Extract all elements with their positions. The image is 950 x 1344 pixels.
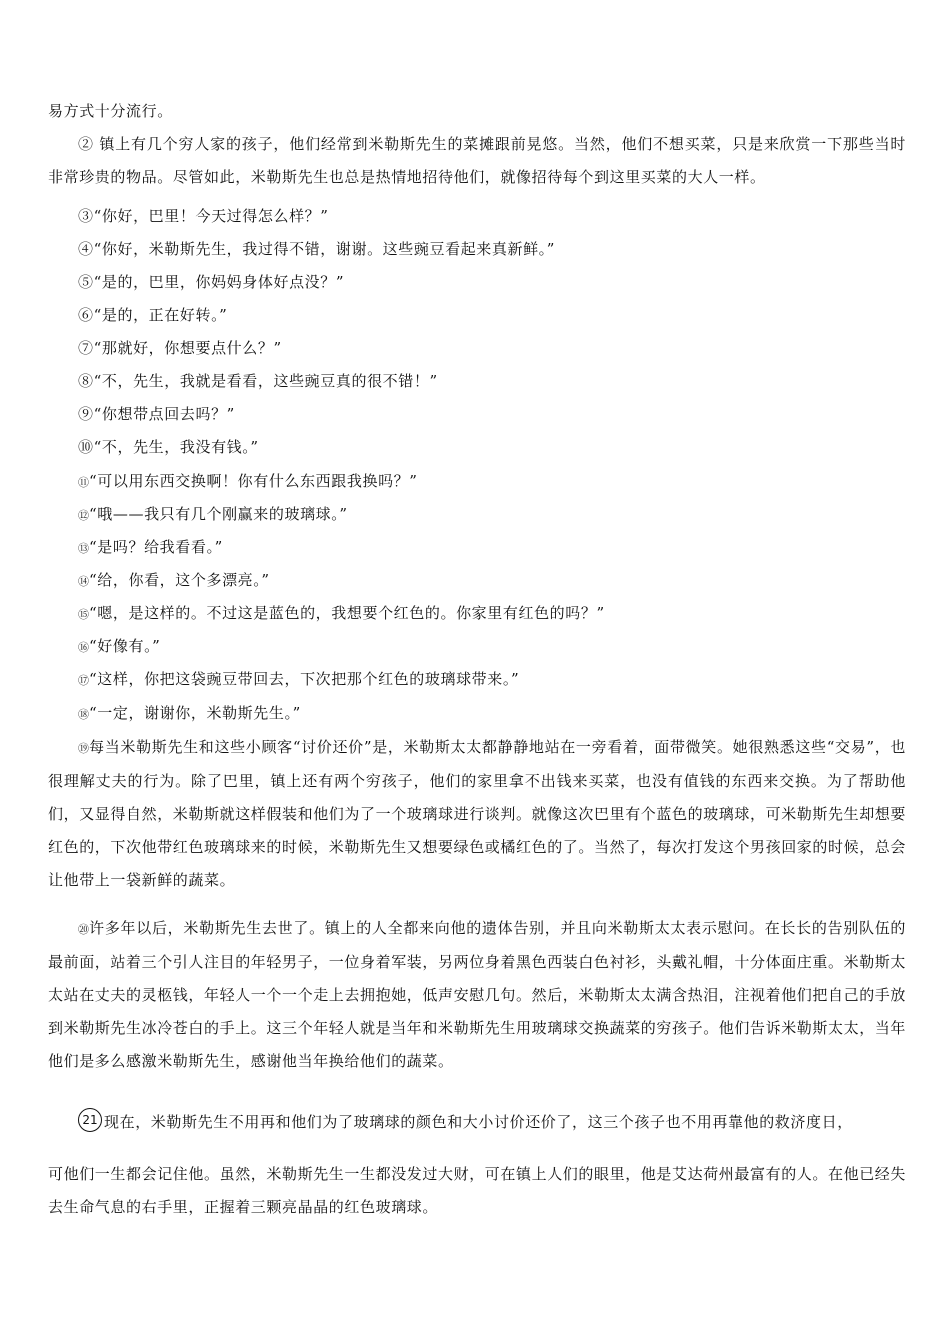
paragraph-19-number: ⑲	[78, 742, 90, 755]
dialogue-10	[78, 431, 259, 464]
dialogue-3	[78, 200, 329, 233]
dialogue-5-text: ⑤“是的，巴里，你妈妈身体好点没？”	[78, 273, 345, 291]
paragraph-20-text: 许多年以后，米勒斯先生去世了。镇上的人全都来向他的遗体告别，并且向米勒斯太太表示慰问。在长长的告别队伍的最前面，站着三个引人注目的年轻男子，一位身着军装，另两位身着黑色西装白色衬衫，头戴礼帽，十分体面庄重。米勒斯太太站在丈夫的灵柩钱，年轻人一个一个走上去拥抱她，低声安慰几句。然后，米勒斯太太满含热泪，注视着他们把自己的手放到米勒斯先生冰冷苍白的手上。这三个年轻人就是当年和米勒斯先生用玻璃球交换蔬菜的穷孩子。他们告诉米勒斯太太，当年他们是多么感激米勒斯先生，感谢他当年换给他们的蔬菜。	[48, 919, 907, 1070]
dialogue-13	[78, 531, 223, 565]
dialogue-15	[78, 597, 605, 631]
dialogue-7	[78, 332, 282, 365]
dialogue-14-text: “给，你看，这个多漂亮。”	[89, 571, 270, 589]
dialogue-12-text: “哦——我只有几个刚赢来的玻璃球。”	[89, 505, 348, 523]
paragraph-21-line1-text: 现在，米勒斯先生不用再和他们为了玻璃球的颜色和大小讨价还价了，这三个孩子也不用再靠他的救济度日，	[104, 1113, 853, 1131]
dialogue-10-text: ⑩“不，先生，我没有钱。”	[78, 438, 259, 456]
dialogue-12	[78, 498, 348, 532]
dialogue-11	[78, 465, 418, 499]
paragraph-20-number: ⑳	[78, 923, 90, 936]
paragraph-21-number-badge: 21	[78, 1108, 102, 1132]
paragraph-1-text: 易方式十分流行。	[48, 102, 173, 120]
dialogue-12-number: ⑫	[78, 509, 89, 522]
dialogue-17	[78, 663, 519, 697]
dialogue-11-text: “可以用东西交换啊！你有什么东西跟我换吗？”	[89, 472, 418, 490]
dialogue-16	[78, 630, 160, 664]
paragraph-2	[48, 128, 906, 194]
paragraph-21-rest-text: 可他们一生都会记住他。虽然，米勒斯先生一生都没发过大财，可在镇上人们的眼里，他是艾达荷州最富有的人。在他已经失去生命气息的右手里，正握着三颗亮晶晶的红色玻璃球。	[48, 1165, 907, 1216]
dialogue-9-text: ⑨“你想带点回去吗？”	[78, 405, 235, 423]
paragraph-1-tail	[48, 95, 906, 128]
dialogue-15-number: ⑮	[78, 608, 89, 621]
dialogue-9	[78, 398, 235, 431]
dialogue-18	[78, 697, 301, 731]
dialogue-13-text: “是吗？给我看看。”	[89, 538, 223, 556]
dialogue-15-text: “嗯，是这样的。不过这是蓝色的，我想要个红色的。你家里有红色的吗？”	[89, 604, 605, 622]
dialogue-8	[78, 365, 438, 398]
dialogue-17-number: ⑰	[78, 674, 89, 687]
paragraph-19	[48, 731, 906, 897]
dialogue-14	[78, 564, 270, 598]
dialogue-13-number: ⑬	[78, 542, 89, 555]
dialogue-16-number: ⑯	[78, 641, 89, 654]
paragraph-21-first-line	[78, 1106, 906, 1139]
dialogue-14-number: ⑭	[78, 575, 89, 588]
paragraph-2-text: ② 镇上有几个穷人家的孩子，他们经常到米勒斯先生的菜摊跟前晃悠。当然，他们不想买菜，只是来欣赏一下那些当时非常珍贵的物品。尽管如此，米勒斯先生也总是热情地招待他们，就像招待每个到这里买菜的大人一样。	[48, 135, 906, 186]
dialogue-7-text: ⑦“那就好，你想要点什么？”	[78, 339, 282, 357]
dialogue-6-text: ⑥“是的，正在好转。”	[78, 306, 228, 324]
dialogue-4-text: ④“你好，米勒斯先生，我过得不错，谢谢。这些豌豆看起来真新鲜。”	[78, 240, 556, 258]
dialogue-6	[78, 299, 227, 332]
dialogue-5	[78, 266, 344, 299]
dialogue-3-text: ③“你好，巴里！今天过得怎么样？”	[78, 207, 329, 225]
paragraph-19-text: 每当米勒斯先生和这些小顾客“讨价还价”是，米勒斯太太都静静地站在一旁看着，面带微笑。她很熟悉这些“交易”，也很理解丈夫的行为。除了巴里，镇上还有两个穷孩子，他们的家里拿不出钱来买菜，也没有值钱的东西来交换。为了帮助他们，又显得自然，米勒斯就这样假装和他们为了一个玻璃球进行谈判。就像这次巴里有个蓝色的玻璃球，可米勒斯先生却想要红色的，下次他带红色玻璃球来的时候，米勒斯先生又想要绿色或橘红色的了。当然了，每次打发这个男孩回家的时候，总会让他带上一袋新鲜的蔬菜。	[48, 738, 907, 889]
dialogue-11-number: ⑪	[78, 476, 89, 489]
dialogue-18-number: ⑱	[78, 708, 89, 721]
dialogue-17-text: “这样，你把这袋豌豆带回去，下次把那个红色的玻璃球带来。”	[89, 670, 520, 688]
paragraph-21-rest	[48, 1158, 906, 1224]
dialogue-18-text: “一定，谢谢你，米勒斯先生。”	[89, 704, 301, 722]
dialogue-4	[78, 233, 555, 266]
dialogue-8-text: ⑧“不，先生，我就是看看，这些豌豆真的很不错！”	[78, 372, 438, 390]
dialogue-16-text: “好像有。”	[89, 637, 161, 655]
paragraph-20	[48, 912, 906, 1078]
